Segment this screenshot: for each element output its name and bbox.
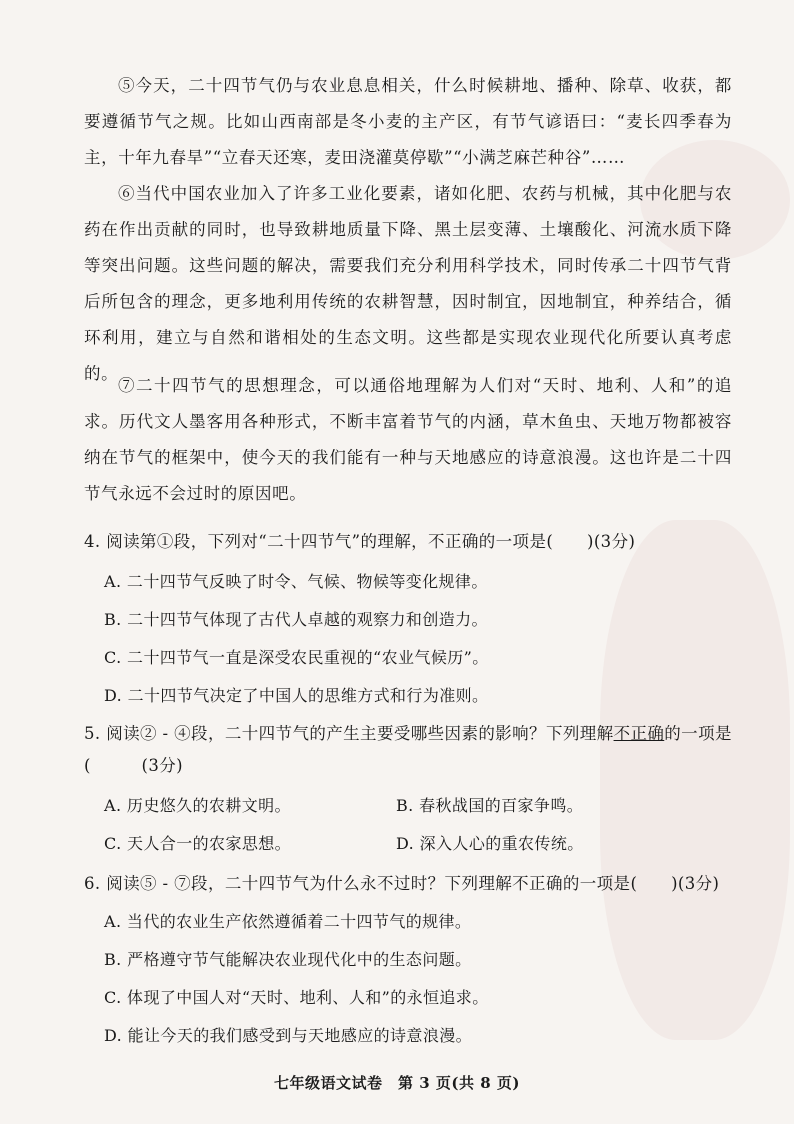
page-footer: 七年级语文试卷 第 3 页(共 8 页) bbox=[274, 1074, 520, 1092]
q4-option-d: D. 二十四节气决定了中国人的思维方式和行为准则。 bbox=[104, 686, 489, 705]
q6-option-d: D. 能让今天的我们感受到与天地感应的诗意浪漫。 bbox=[104, 1026, 473, 1045]
q4-option-b: B. 二十四节气体现了古代人卓越的观察力和创造力。 bbox=[104, 610, 488, 629]
question-4 bbox=[84, 526, 732, 558]
q5-option-d: D. 深入人心的重农传统。 bbox=[396, 834, 584, 853]
q6-option-a: A. 当代的农业生产依然遵循着二十四节气的规律。 bbox=[104, 912, 472, 931]
paragraph-6: ⑥当代中国农业加入了许多工业化要素，诸如化肥、农药与机械，其中化肥与农药在作出贡献的同时，也导致耕地质量下降、黑土层变薄、土壤酸化、河流水质下降等突出问题。这些问题的解决，需要我们充分利用科学技术，同时传承二十四节气背后所包含的理念，更多地利用传统的农耕智慧，因时制宜，因地制宜，种养结合，循环利用，建立与自然和谐相处的生态文明。这些都是实现农业现代化所要认真考虑的。 bbox=[84, 184, 732, 383]
question-6 bbox=[84, 868, 732, 900]
question-5-stem-line2: ( (3分) bbox=[84, 756, 184, 775]
q5-option-b: B. 春秋战国的百家争鸣。 bbox=[396, 796, 584, 815]
paragraph-7: ⑦二十四节气的思想理念，可以通俗地理解为人们对“天时、地利、人和”的追求。历代文人墨客用各种形式，不断丰富着节气的内涵，草木鱼虫、天地万物都被容纳在节气的框架中，使今天的我们能有一种与天地感应的诗意浪漫。这也许是二十四节气永远不会过时的原因吧。 bbox=[84, 376, 732, 503]
q5-option-c: C. 天人合一的农家思想。 bbox=[104, 834, 292, 853]
question-4-stem: 4. 阅读第①段，下列对“二十四节气”的理解，不正确的一项是( )(3分) bbox=[84, 532, 636, 551]
question-5 bbox=[84, 718, 732, 782]
question-6-stem: 6. 阅读⑤ - ⑦段，二十四节气为什么永不过时？下列理解不正确的一项是( )(3分) bbox=[84, 874, 720, 893]
q6-option-c: C. 体现了中国人对“天时、地利、人和”的永恒追求。 bbox=[104, 988, 489, 1007]
q5-option-a: A. 历史悠久的农耕文明。 bbox=[104, 796, 291, 815]
question-5-stem: 5. 阅读② - ④段，二十四节气的产生主要受哪些因素的影响？下列理解不正确的一项是 bbox=[84, 724, 732, 743]
underlined-keyword: 不正确 bbox=[613, 724, 665, 743]
q4-option-c: C. 二十四节气一直是深受农民重视的“农业气候历”。 bbox=[104, 648, 489, 667]
q6-option-b: B. 严格遵守节气能解决农业现代化中的生态问题。 bbox=[104, 950, 472, 969]
paragraph-5: ⑤今天，二十四节气仍与农业息息相关，什么时候耕地、播种、除草、收获，都要遵循节气之规。比如山西南部是冬小麦的主产区，有节气谚语曰：“麦长四季春为主，十年九春旱”“立春天还寒，麦田浇灌莫停歇”“小满芝麻芒种谷”…… bbox=[84, 76, 732, 167]
q4-option-a: A. 二十四节气反映了时令、气候、物候等变化规律。 bbox=[104, 572, 488, 591]
